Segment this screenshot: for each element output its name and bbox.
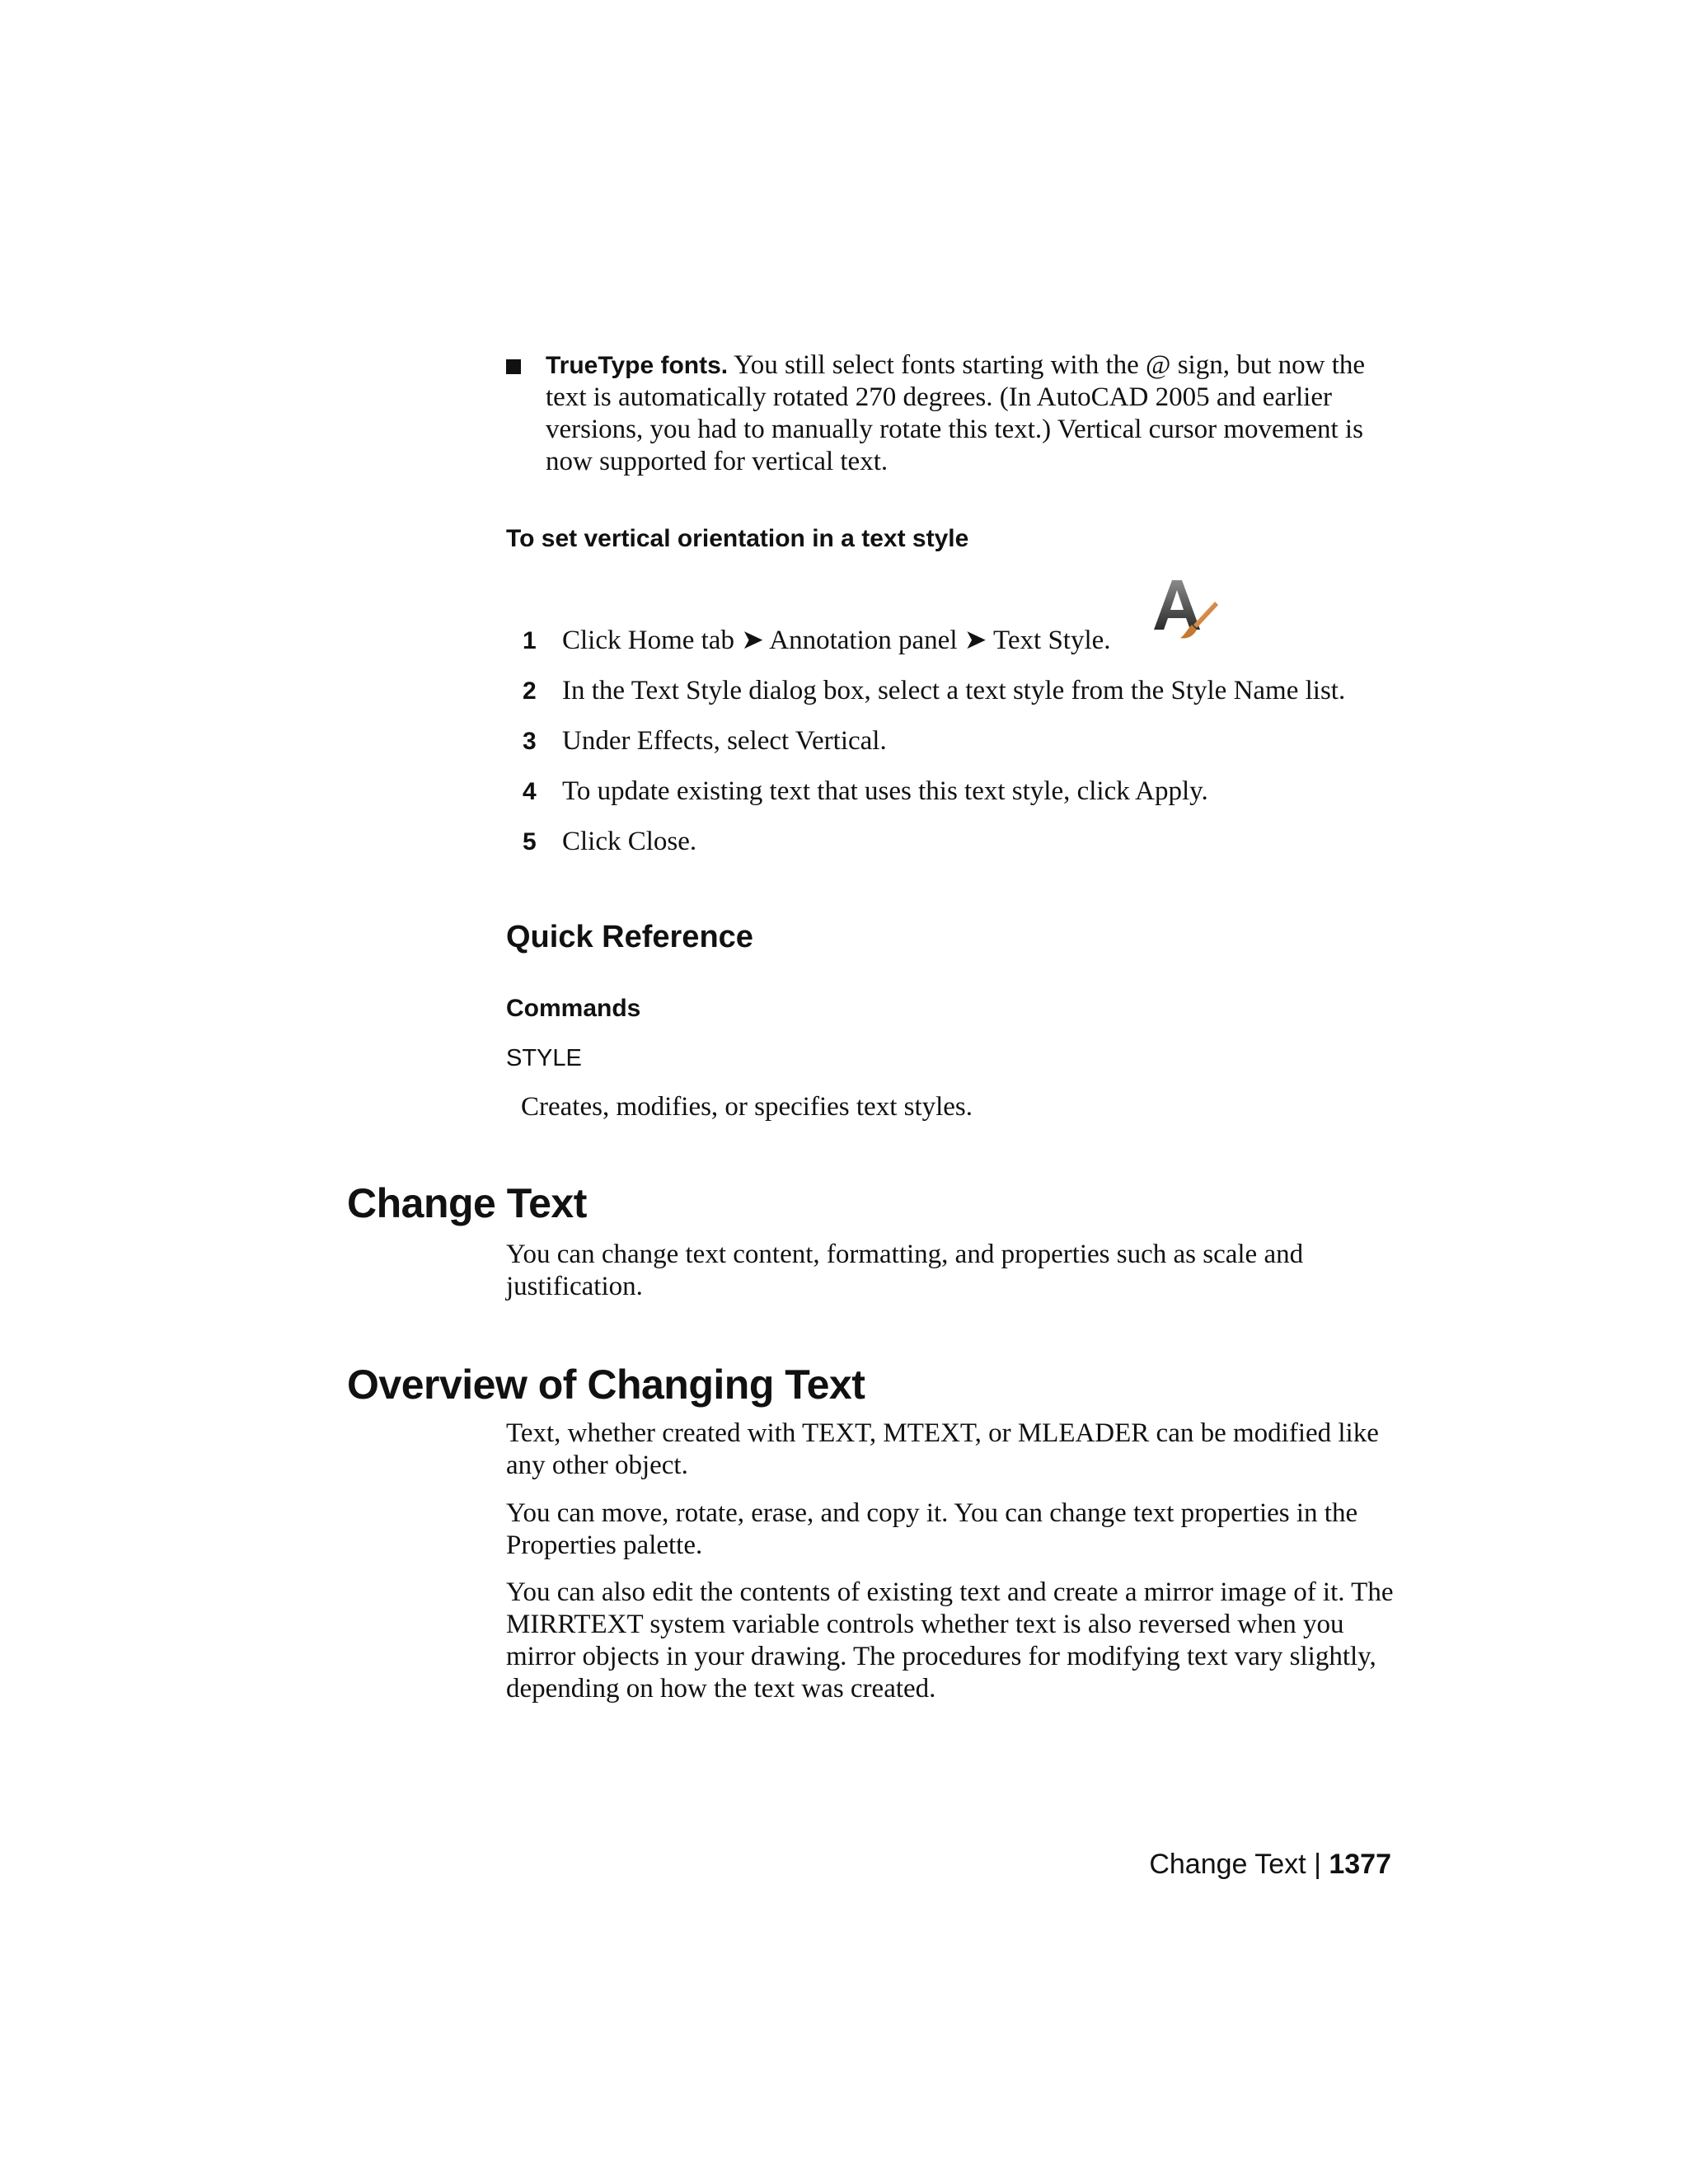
step-text: Click Home tab ➤ Annotation panel ➤ Text Style. <box>562 626 1111 655</box>
footer-section: Change Text <box>1149 1849 1306 1880</box>
footer-separator: | <box>1306 1849 1329 1880</box>
change-text-body: You can change text content, formatting, and properties such as scale and justification. <box>506 1240 1304 1301</box>
bullet-text <box>546 349 1399 478</box>
command-description: Creates, modifies, or specifies text styles. <box>521 1092 973 1122</box>
quick-reference-heading: Quick Reference <box>506 920 753 954</box>
text-style-icon <box>1151 577 1220 646</box>
step-text: Click Close. <box>562 827 697 856</box>
command-name: STYLE <box>506 1045 582 1071</box>
step-number: 5 <box>523 828 537 855</box>
bullet-body: You still select fonts starting with the @ sign, but now the text is automatically rotated 270 degrees. (In AutoCAD 2005 and earlier versions, you had to manually rotate this text.) Vertical cursor movement is now supported for vertical text. <box>546 350 1366 476</box>
page-footer <box>1071 1848 1391 1881</box>
bullet-square-icon <box>506 359 521 374</box>
change-text-heading: Change Text <box>347 1180 587 1226</box>
step-number: 1 <box>523 627 537 654</box>
step-text: Under Effects, select Vertical. <box>562 726 887 756</box>
overview-heading: Overview of Changing Text <box>347 1361 865 1408</box>
bullet-lead: TrueType fonts. <box>546 352 729 379</box>
overview-paragraph-2: You can move, rotate, erase, and copy it. You can change text properties in the Properties palette. <box>506 1498 1358 1560</box>
page-number: 1377 <box>1329 1849 1391 1880</box>
step-text: To update existing text that uses this text style, click Apply. <box>562 776 1208 806</box>
step-text: In the Text Style dialog box, select a text style from the Style Name list. <box>562 676 1346 705</box>
step-number: 2 <box>523 677 537 705</box>
step-number: 3 <box>523 728 537 755</box>
step-number: 4 <box>523 778 537 805</box>
overview-paragraph-1: Text, whether created with TEXT, MTEXT, or MLEADER can be modified like any other object. <box>506 1418 1379 1480</box>
commands-heading: Commands <box>506 995 641 1022</box>
procedure-heading: To set vertical orientation in a text style <box>506 525 969 552</box>
overview-paragraph-3: You can also edit the contents of existing text and create a mirror image of it. The MIRRTEXT system variable controls whether text is also reversed when you mirror objects in your drawing. The procedures for modifying text vary slightly, depending on how the text was created. <box>506 1577 1394 1704</box>
